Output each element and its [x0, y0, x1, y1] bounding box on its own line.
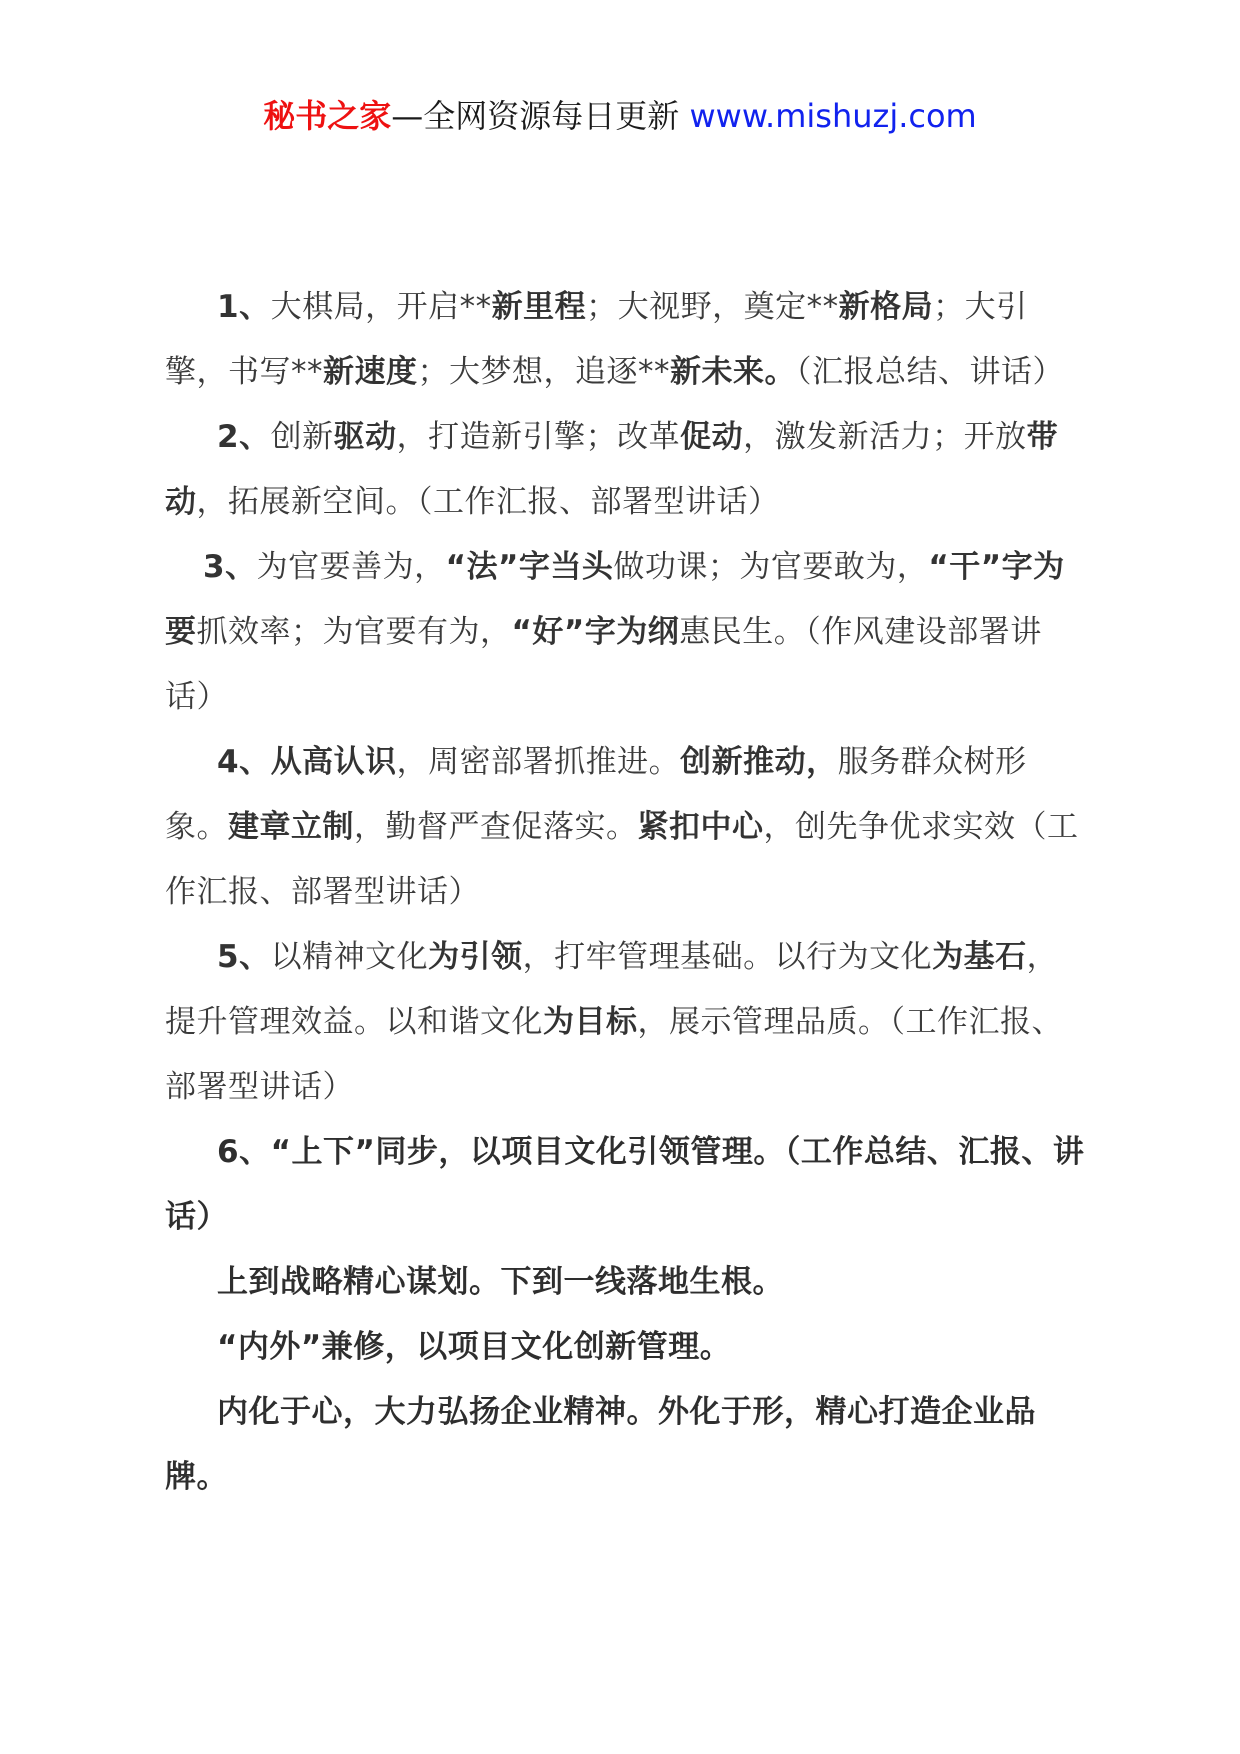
paragraph-1-segment: 新里程: [491, 289, 587, 325]
paragraph-5: [165, 925, 1085, 1120]
site-url-link[interactable]: www.mishuzj.com: [689, 97, 977, 135]
paragraph-5-segment: 为引领: [428, 939, 523, 975]
paragraph-2-segment: ，拓展新空间。（工作汇报、部署型讲话）: [196, 484, 780, 520]
paragraph-1-segment: 新未来。: [670, 354, 796, 390]
header-slogan: —全网资源每日更新: [391, 97, 690, 135]
paragraph-1: [165, 275, 1085, 405]
paragraph-4: [165, 730, 1085, 925]
paragraph-5-segment: 为基石: [932, 939, 1027, 975]
paragraph-3: [165, 535, 1085, 730]
paragraph-6: [165, 1120, 1085, 1250]
paragraph-9: [165, 1380, 1085, 1510]
paragraph-3-segment: 惠民生。（作风建设部署讲话）: [165, 614, 1042, 715]
paragraph-5-segment: 5、: [217, 939, 271, 975]
paragraph-3-segment: “法”字当头: [445, 549, 614, 585]
paragraph-2-segment: 促动: [680, 419, 744, 455]
paragraph-8-segment: “内外”兼修，以项目文化创新管理。: [217, 1329, 732, 1365]
paragraph-3-segment: 为官要善为，: [256, 549, 446, 585]
paragraph-8: [165, 1315, 1085, 1380]
paragraph-6-segment: 6、“上下”同步，以项目文化引领管理。（工作总结、汇报、讲话）: [165, 1134, 1085, 1235]
paragraph-1-segment: 新速度: [323, 354, 418, 390]
paragraph-4-segment: 4、从高认识: [217, 744, 397, 780]
paragraph-9-segment: 内化于心，大力弘扬企业精神。外化于形，精心打造企业品牌。: [165, 1394, 1036, 1495]
paragraph-1-segment: 新格局: [838, 289, 934, 325]
paragraph-4-segment: ，勤督严查促落实。: [354, 809, 638, 845]
paragraph-4-segment: 建章立制: [228, 809, 354, 845]
paragraph-4-segment: ，周密部署抓推进。: [396, 744, 681, 780]
paragraph-1-segment: 1、: [217, 289, 271, 325]
brand-name: 秘书之家: [263, 97, 392, 135]
paragraph-2-segment: 创新: [270, 419, 334, 455]
paragraph-1-segment: （汇报总结、讲话）: [796, 354, 1064, 390]
paragraph-3-segment: 抓效率；为官要有为，: [196, 614, 512, 650]
paragraph-5-segment: 为目标: [543, 1004, 638, 1040]
paragraph-4-segment: 创新推动，: [680, 744, 838, 780]
document-body: [165, 275, 1085, 1510]
paragraph-5-segment: 以精神文化: [270, 939, 429, 975]
paragraph-1-segment: ；大梦想，追逐**: [417, 354, 670, 390]
paragraph-1-segment: ；大视野，奠定**: [586, 289, 839, 325]
paragraph-2-segment: 带动: [165, 419, 1059, 520]
paragraph-4-segment: ，创先争优求实效（工作汇报、部署型讲话）: [165, 809, 1079, 910]
paragraph-3-segment: 3、: [203, 549, 257, 585]
paragraph-3-segment: “干”字为要: [165, 549, 1065, 650]
paragraph-5-segment: ，展示管理品质。（工作汇报、部署型讲话）: [165, 1004, 1063, 1105]
site-header: [0, 96, 1240, 136]
paragraph-2-segment: ，打造新引擎；改革: [396, 419, 681, 455]
paragraph-2-segment: 2、: [217, 419, 271, 455]
paragraph-3-segment: “好”字为纲: [511, 614, 680, 650]
paragraph-7: [165, 1250, 1085, 1315]
paragraph-2-segment: 驱动: [333, 419, 397, 455]
paragraph-4-segment: 紧扣中心: [637, 809, 764, 845]
paragraph-5-segment: ，提升管理效益。以和谐文化: [165, 939, 1059, 1040]
paragraph-3-segment: 做功课；为官要敢为，: [613, 549, 929, 585]
paragraph-2-segment: ，激发新活力；开放: [743, 419, 1027, 455]
paragraph-2: [165, 405, 1085, 535]
paragraph-1-segment: ；大引擎，书写**: [165, 289, 1028, 390]
paragraph-4-segment: 服务群众树形象。: [165, 744, 1027, 845]
paragraph-5-segment: ，打牢管理基础。以行为文化: [522, 939, 933, 975]
paragraph-7-segment: 上到战略精心谋划。下到一线落地生根。: [217, 1264, 784, 1300]
paragraph-1-segment: 大棋局，开启**: [270, 289, 492, 325]
